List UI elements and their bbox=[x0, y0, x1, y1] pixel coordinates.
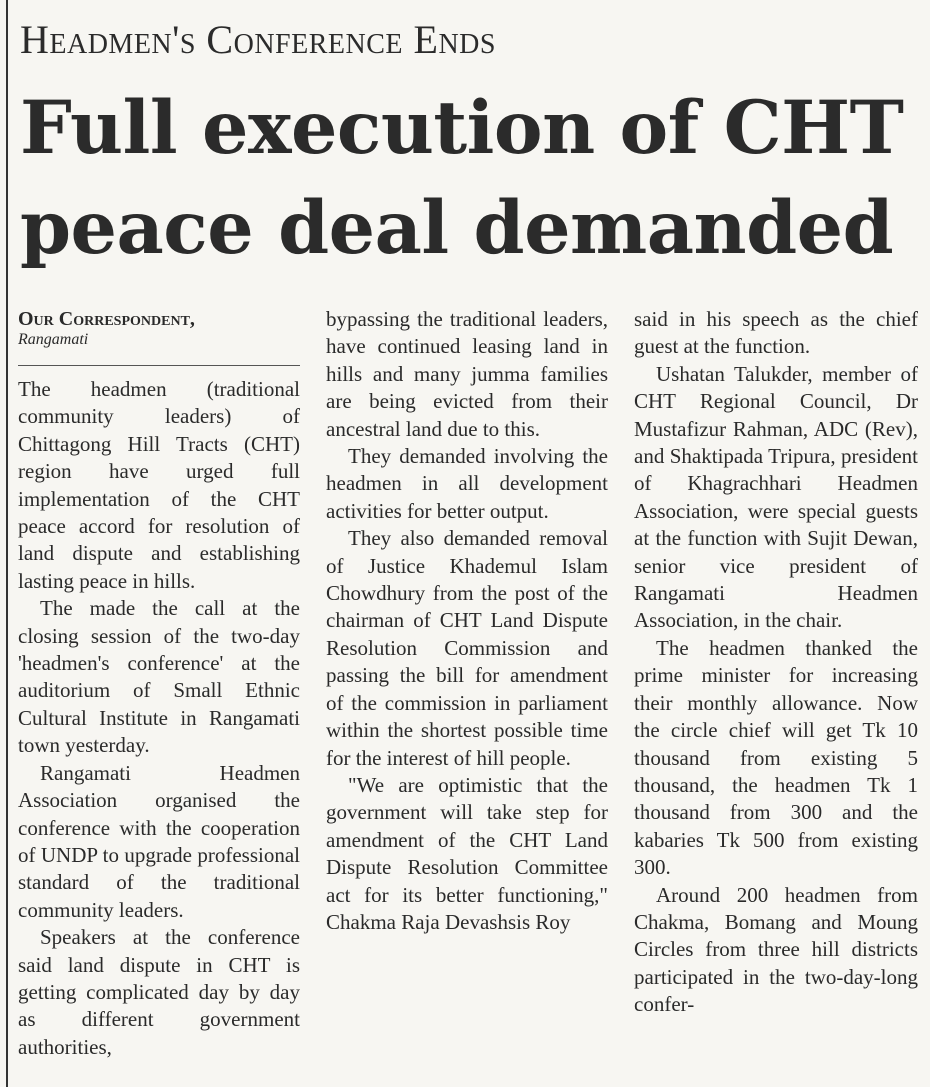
headline-line-2: peace deal demanded bbox=[20, 185, 894, 271]
paragraph: "We are optimistic that the government will take step for amendment of the CHT Land Dispute Resolution Committee act for its better functioning," Chakma Raja Devashsis Roy bbox=[326, 772, 608, 934]
article-column-1 bbox=[18, 306, 300, 1061]
paragraph: said in his speech as the chief guest at the function. bbox=[634, 307, 918, 359]
main-headline bbox=[20, 78, 920, 278]
article-column-2 bbox=[326, 306, 608, 936]
paragraph: Around 200 headmen from Chakma, Bomang and Moung Circles from three hill districts participated in the two-day-long confer- bbox=[634, 882, 918, 1017]
byline-divider bbox=[18, 365, 300, 366]
paragraph: Speakers at the conference said land dispute in CHT is getting complicated day by day as different government authorities, bbox=[18, 925, 300, 1059]
column-rule bbox=[6, 0, 8, 1087]
headline-line-1: Full execution of CHT bbox=[20, 85, 904, 171]
paragraph: Ushatan Talukder, member of CHT Regional Council, Dr Mustafizur Rahman, ADC (Rev), and Shaktipada Tripura, president of Khagrachhari Headmen Association, were special guests at the function with Sujit Dewan, senior vice president of Rangamati Headmen Association, in the chair. bbox=[634, 361, 918, 633]
paragraph: They demanded involving the headmen in all development activities for better output. bbox=[326, 444, 608, 523]
article-column-3 bbox=[634, 306, 918, 1019]
paragraph: The headmen (traditional community leaders) of Chittagong Hill Tracts (CHT) region have urged full implementation of the CHT peace accord for resolution of land dispute and establishing lasting peace in hills. bbox=[18, 377, 300, 593]
kicker-headline: Headmen's Conference Ends bbox=[20, 17, 496, 62]
paragraph: The headmen thanked the prime minister for increasing their monthly allowance. Now the circle chief will get Tk 10 thousand from existing 5 thousand, the headmen Tk 1 thousand from 300 and the kabaries Tk 500 from existing 300. bbox=[634, 635, 918, 880]
dateline: Rangamati bbox=[18, 331, 89, 348]
paragraph: They also demanded removal of Justice Khademul Islam Chowdhury from the post of the chairman of CHT Land Dispute Resolution Commission and passing the bill for amendment of the commission in parliament within the shortest possible time for the interest of hill people. bbox=[326, 526, 608, 770]
paragraph: bypassing the traditional leaders, have continued leasing land in hills and many jumma families are being evicted from their ancestral land due to this. bbox=[326, 307, 608, 441]
byline: Our Correspondent, bbox=[18, 308, 195, 330]
paragraph: Rangamati Headmen Association organised the conference with the cooperation of UNDP to upgrade professional standard of the traditional community leaders. bbox=[18, 760, 300, 922]
paragraph: The made the call at the closing session of the two-day 'headmen's conference' at the auditorium of Small Ethnic Cultural Institute in Rangamati town yesterday. bbox=[18, 596, 300, 758]
